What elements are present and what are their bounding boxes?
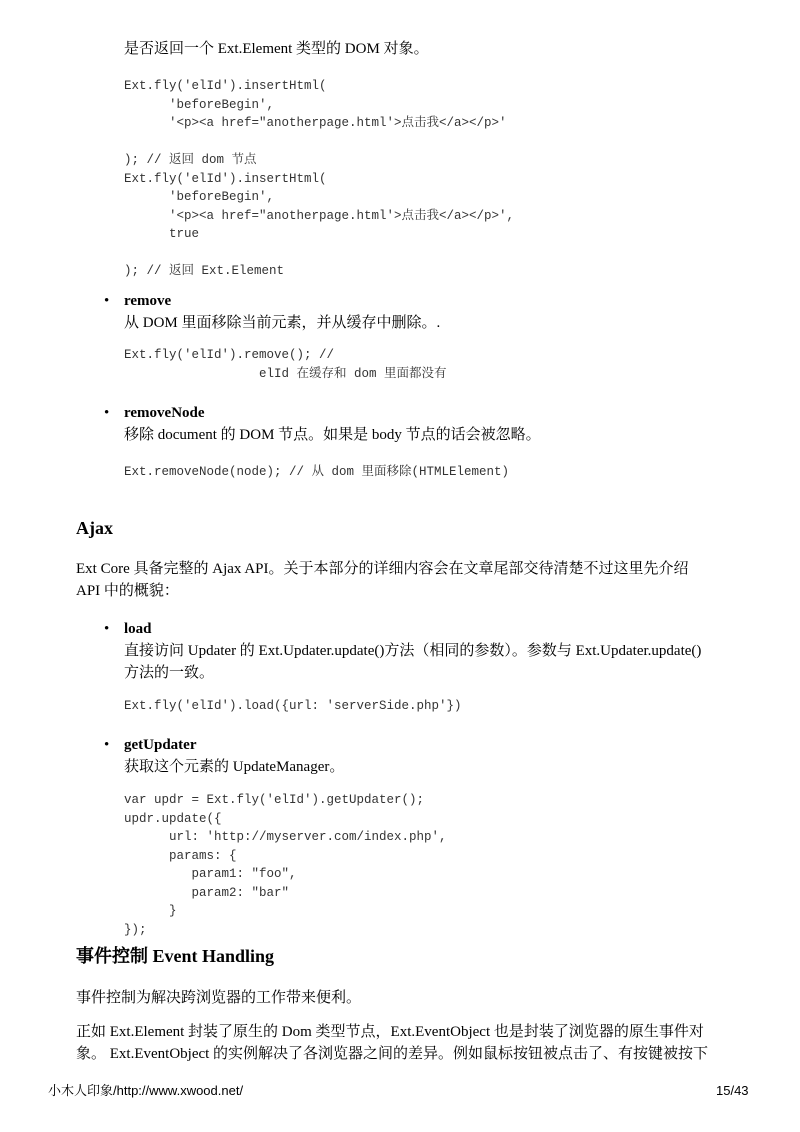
bullet-dot: • <box>104 737 110 753</box>
ajax-paragraph-line-1: Ext Core 具备完整的 Ajax API。关于本部分的详细内容会在文章尾部交待清楚不过这里先介绍 <box>76 561 689 577</box>
footer-site: 小木人印象/http://www.xwood.net/ <box>48 1083 244 1098</box>
load-description-line-1: 直接访问 Updater 的 Ext.Updater.update()方法（相同的参数）。参数与 Ext.Updater.update() <box>124 643 702 659</box>
bullet-title-get-updater: getUpdater <box>124 737 197 753</box>
code-block-load: Ext.fly('elId').load({url: 'serverSide.php'}) <box>124 699 462 713</box>
bullet-title-load: load <box>124 621 152 637</box>
code-block-remove-node: Ext.removeNode(node); // 从 dom 里面移除(HTMLElement) <box>124 465 510 479</box>
events-paragraph-2-line-1: 正如 Ext.Element 封装了原生的 Dom 类型节点，Ext.EventObject 也是封装了浏览器的原生事件对 <box>76 1024 704 1040</box>
ajax-paragraph-line-2: API 中的概貌： <box>76 583 179 599</box>
events-paragraph-1: 事件控制为解决跨浏览器的工作带来便利。 <box>76 990 362 1006</box>
bullet-title-remove-node: removeNode <box>124 405 205 421</box>
heading-event-handling: 事件控制 Event Handling <box>76 946 275 966</box>
footer-page-number: 15/43 <box>716 1083 749 1098</box>
load-description-line-2: 方法的一致。 <box>124 665 215 681</box>
remove-description: 从 DOM 里面移除当前元素，并从缓存中删除。. <box>124 315 441 331</box>
bullet-dot: • <box>104 405 110 421</box>
bullet-dot: • <box>104 621 110 637</box>
heading-ajax: Ajax <box>76 518 113 538</box>
code-block-remove: Ext.fly('elId').remove(); // elId 在缓存和 dom 里面都没有 <box>124 348 447 381</box>
bullet-remove <box>104 290 704 312</box>
remove-node-description: 移除 document 的 DOM 节点。如果是 body 节点的话会被忽略。 <box>124 427 541 443</box>
bullet-dot: • <box>104 293 110 309</box>
bullet-get-updater <box>104 734 704 756</box>
code-block-insert-html: Ext.fly('elId').insertHtml( 'beforeBegin', '<p><a href="anotherpage.html'>点击我</a></p>' ); // 返回 dom 节点 Ext.fly('elId').insertHtml( 'beforeBegin', '<p><a href="anotherpage.html'>点击我</a></p>', true ); // 返回 Ext.Element <box>124 79 515 278</box>
events-paragraph-2-line-2: 象。 Ext.EventObject 的实例解决了各浏览器之间的差异。例如鼠标按钮被点击了、有按键被按下 <box>76 1046 709 1062</box>
bullet-remove-node <box>104 402 704 424</box>
get-updater-description: 获取这个元素的 UpdateManager。 <box>124 759 345 775</box>
bullet-title-remove: remove <box>124 293 172 309</box>
bullet-load <box>104 618 704 640</box>
code-block-get-updater: var updr = Ext.fly('elId').getUpdater(); updr.update({ url: 'http://myserver.com/index.php', params: { param1: "foo", param2: "bar" } }); <box>124 793 447 937</box>
intro-line: 是否返回一个 Ext.Element 类型的 DOM 对象。 <box>124 41 429 57</box>
